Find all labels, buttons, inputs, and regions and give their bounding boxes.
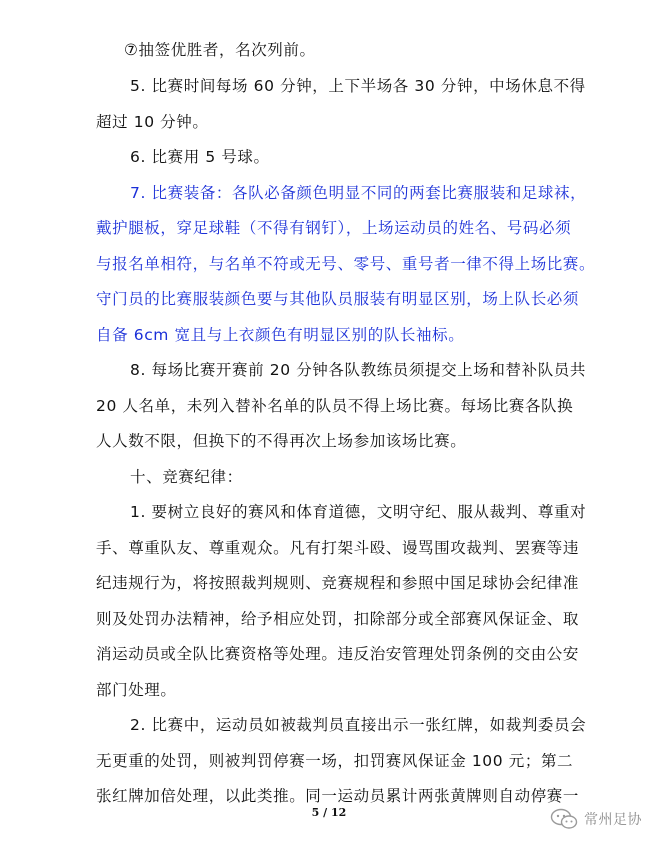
text-line: 守门员的比赛服装颜色要与其他队员服装有明显区别，场上队长必须 — [96, 290, 580, 308]
text-line: 张红牌加倍处理，以此类推。同一运动员累计两张黄牌则自动停赛一 — [96, 787, 580, 805]
text-line: 消运动员或全队比赛资格等处理。违反治安管理处罚条例的交由公安 — [96, 645, 580, 663]
text-line: 人人数不限，但换下的不得再次上场参加该场比赛。 — [96, 432, 467, 450]
text-line: 无更重的处罚，则被判罚停赛一场，扣罚赛风保证金 100 元；第二 — [96, 752, 574, 770]
text-line: 戴护腿板，穿足球鞋（不得有钢钉），上场运动员的姓名、号码必须 — [96, 219, 572, 237]
text-line: 超过 10 分钟。 — [96, 113, 209, 131]
text-line: 手、尊重队友、尊重观众。凡有打架斗殴、谩骂围攻裁判、罢赛等违 — [96, 539, 580, 557]
text-line: 部门处理。 — [96, 681, 177, 699]
text-line: 8. 每场比赛开赛前 20 分钟各队教练员须提交上场和替补队员共 — [130, 361, 586, 379]
text-line: 6. 比赛用 5 号球。 — [130, 148, 270, 166]
section-heading: 十、竞赛纪律： — [130, 468, 243, 486]
text-line: 2. 比赛中，运动员如被裁判员直接出示一张红牌，如裁判委员会 — [130, 716, 587, 734]
watermark-text: 常州足协 — [584, 812, 642, 828]
text-line: 7. 比赛装备：各队必备颜色明显不同的两套比赛服装和足球袜， — [130, 184, 587, 202]
wechat-icon — [550, 808, 578, 830]
text-line: 20 人名单，未列入替补名单的队员不得上场比赛。每场比赛各队换 — [96, 397, 574, 415]
text-line: 自备 6cm 宽且与上衣颜色有明显区别的队长袖标。 — [96, 326, 465, 344]
watermark — [550, 808, 642, 830]
text-line: 5. 比赛时间每场 60 分钟，上下半场各 30 分钟，中场休息不得 — [130, 77, 586, 95]
text-line: 纪违规行为，将按照裁判规则、竞赛规程和参照中国足球协会纪律准 — [96, 574, 580, 592]
text-line: 1. 要树立良好的赛风和体育道德，文明守纪、服从裁判、尊重对 — [130, 503, 587, 521]
text-line: 则及处罚办法精神，给予相应处罚，扣除部分或全部赛风保证金、取 — [96, 610, 580, 628]
text-line: 与报名单相符，与名单不符或无号、零号、重号者一律不得上场比赛。 — [96, 255, 596, 273]
text-line: ⑦抽签优胜者，名次列前。 — [124, 41, 316, 59]
page-number: 5 / 12 — [311, 806, 347, 819]
